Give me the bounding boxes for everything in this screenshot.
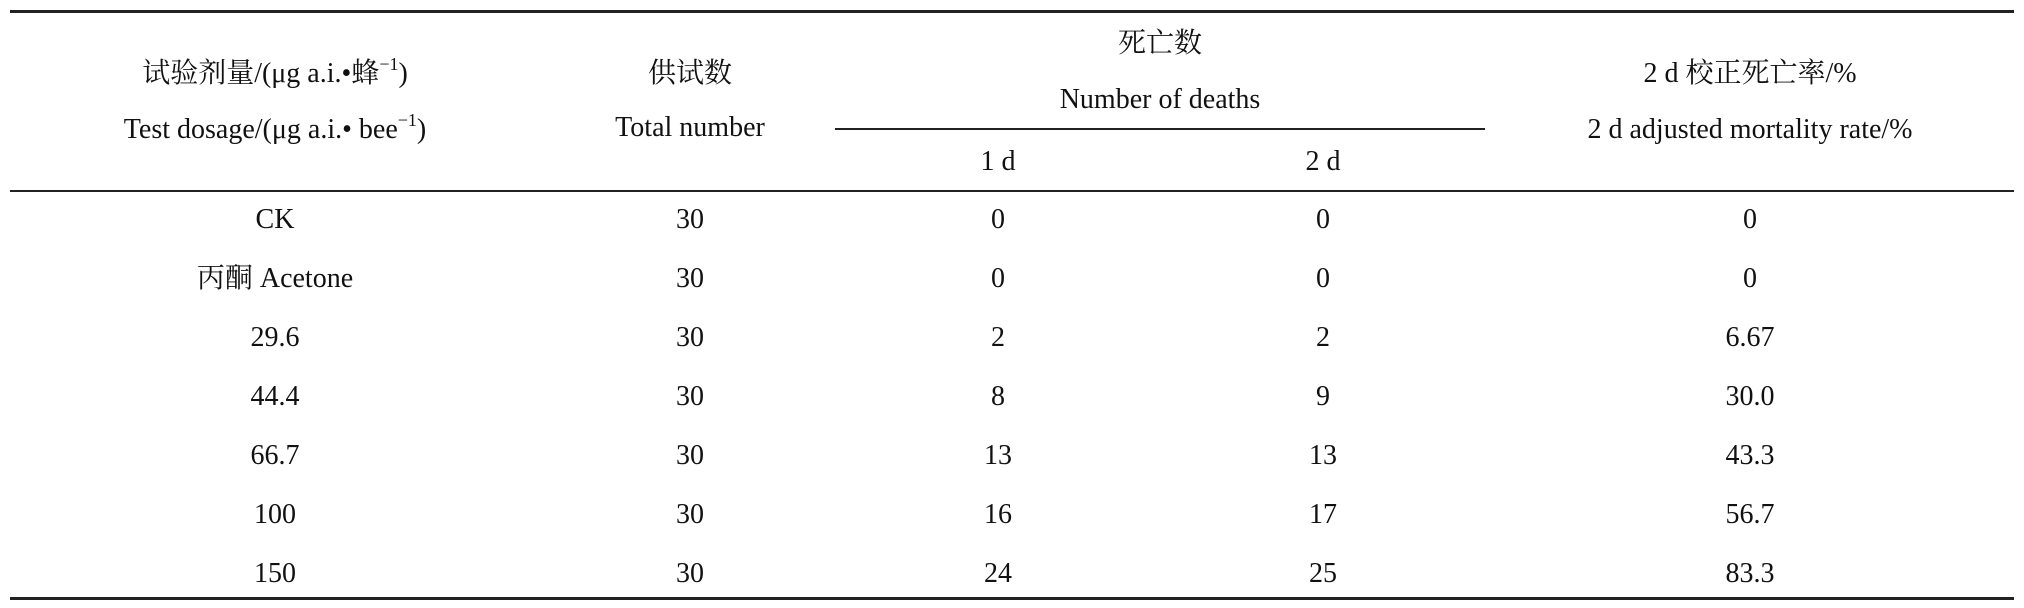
cell-day1: 16 (984, 499, 1012, 530)
header-total-en: Total number (615, 112, 765, 143)
cell-dosage: 44.4 (250, 381, 300, 412)
header-day1: 1 d (980, 146, 1016, 177)
cell-day2: 2 (1316, 322, 1330, 353)
header-deaths-en: Number of deaths (1059, 84, 1261, 115)
cell-dosage: 150 (254, 558, 296, 589)
cell-total: 30 (676, 440, 704, 471)
header-deaths-cn: 死亡数 (1117, 28, 1202, 59)
header-dosage-en-tail: ) (416, 114, 427, 145)
cell-total: 30 (676, 499, 704, 530)
cell-total: 30 (676, 204, 704, 235)
cell-day1: 13 (984, 440, 1012, 471)
cell-dosage: 66.7 (250, 440, 300, 471)
cell-total: 30 (676, 322, 704, 353)
cell-total: 30 (676, 263, 704, 294)
header-rate-en: 2 d adjusted mortality rate/% (1587, 114, 1913, 145)
cell-dosage: 丙酮 Acetone (196, 263, 354, 294)
header-dosage-cn (60, 54, 490, 90)
header-dosage-cn-text: 试验剂量/(μg a.i.•蜂 (142, 58, 380, 89)
cell-rate: 83.3 (1725, 558, 1775, 589)
cell-day1: 8 (991, 381, 1005, 412)
top-rule (10, 10, 2014, 13)
header-dosage-cn-sup: −1 (379, 54, 399, 74)
cell-rate: 0 (1743, 204, 1757, 235)
cell-rate: 6.67 (1725, 322, 1775, 353)
cell-total: 30 (676, 381, 704, 412)
cell-day1: 2 (991, 322, 1005, 353)
deaths-group-rule (835, 128, 1485, 130)
cell-day2: 17 (1309, 499, 1337, 530)
cell-day1: 24 (984, 558, 1012, 589)
header-dosage-en-text: Test dosage/(μg a.i.• bee (123, 114, 398, 145)
header-bottom-rule (10, 190, 2014, 192)
cell-day2: 0 (1316, 263, 1330, 294)
bottom-rule (10, 597, 2014, 600)
cell-total: 30 (676, 558, 704, 589)
cell-day1: 0 (991, 204, 1005, 235)
header-day2: 2 d (1305, 146, 1341, 177)
cell-rate: 0 (1743, 263, 1757, 294)
cell-rate: 30.0 (1725, 381, 1775, 412)
cell-dosage: 29.6 (250, 322, 300, 353)
cell-day1: 0 (991, 263, 1005, 294)
header-dosage-en-sup: −1 (397, 110, 417, 130)
header-total-cn: 供试数 (647, 58, 732, 89)
cell-day2: 0 (1316, 204, 1330, 235)
cell-dosage: CK (255, 204, 295, 235)
header-dosage-en (60, 110, 490, 146)
cell-day2: 25 (1309, 558, 1337, 589)
header-rate-cn: 2 d 校正死亡率/% (1643, 58, 1857, 89)
header-dosage-cn-tail: ) (398, 58, 408, 89)
cell-rate: 56.7 (1725, 499, 1775, 530)
cell-day2: 9 (1316, 381, 1330, 412)
cell-day2: 13 (1309, 440, 1337, 471)
cell-rate: 43.3 (1725, 440, 1775, 471)
cell-dosage: 100 (254, 499, 296, 530)
